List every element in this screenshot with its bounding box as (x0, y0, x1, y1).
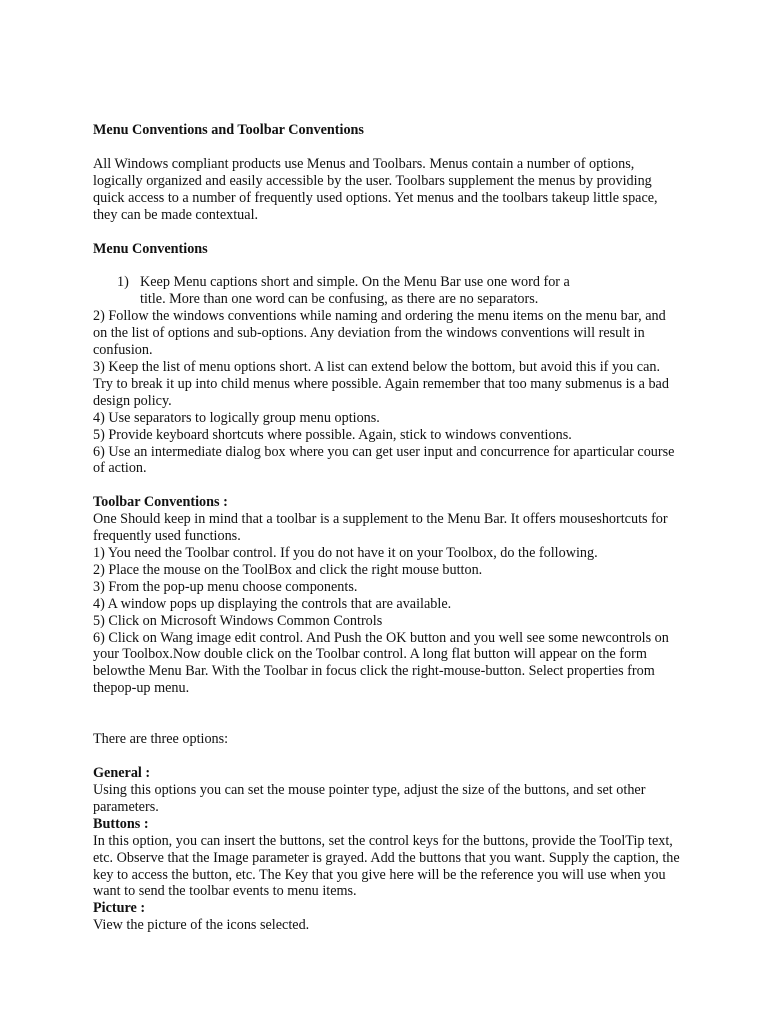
three-options-text: There are three options: (93, 731, 229, 748)
menu-item-5: 5) Provide keyboard shortcuts where possible. Again, stick to windows conventions. (93, 426, 572, 443)
menu-conventions-heading: Menu Conventions (93, 240, 208, 257)
toolbar-item-1: 1) You need the Toolbar control. If you do not have it on your Toolbox, do the following. (93, 545, 598, 562)
menu-item-1-line-2: title. More than one word can be confusing, as there are no separators. (140, 291, 539, 308)
toolbar-item-2: 2) Place the mouse on the ToolBox and click the right mouse button. (93, 561, 483, 578)
menu-item-1-line-1: Keep Menu captions short and simple. On the Menu Bar use one word for a (140, 274, 570, 291)
document-body (93, 122, 683, 934)
menu-item-6: 6) Use an intermediate dialog box where you can get user input and concurrence for aparticular course of action. (93, 443, 675, 477)
toolbar-conventions-heading: Toolbar Conventions : (93, 494, 228, 511)
toolbar-item-4: 4) A window pops up displaying the controls that are available. (93, 595, 452, 612)
toolbar-item-3: 3) From the pop-up menu choose components. (93, 578, 358, 595)
menu-item-4: 4) Use separators to logically group menu options. (93, 409, 380, 426)
menu-item-1-number: 1) (117, 274, 129, 291)
buttons-text: In this option, you can insert the buttons, set the control keys for the buttons, provide the ToolTip text, etc. Observe that the Image parameter is grayed. Add the buttons that you want. Supply the caption, the key to access the button, etc. The Key that you give here will be the reference you will use when you want to send the toolbar events to menu items. (93, 832, 680, 900)
general-heading: General : (93, 765, 151, 782)
menu-item-1 (93, 274, 683, 308)
toolbar-item-6: 6) Click on Wang image edit control. And Push the OK button and you well see some newcontrols on your Toolbox.Now double click on the Toolbar control. A long flat button will appear on the form belowthe Menu Bar. With the Toolbar in focus click the right-mouse-button. Select properties from thepop-up menu. (93, 629, 669, 697)
buttons-heading: Buttons : (93, 815, 149, 832)
menu-item-2: 2) Follow the windows conventions while naming and ordering the menu items on the menu bar, and on the list of options and sub-options. Any deviation from the windows conventions will result in confusion. (93, 308, 666, 359)
menu-item-3: 3) Keep the list of menu options short. A list can extend below the bottom, but avoid this if you can. Try to break it up into child menus where possible. Again remember that too many submenus is a bad design policy. (93, 358, 669, 409)
intro-paragraph: All Windows compliant products use Menus and Toolbars. Menus contain a number of options, logically organized and easily accessible by the user. Toolbars supplement the menus by providing quick access to a number of frequently used options. Yet menus and the toolbars takeup little space, they can be made contextual. (93, 155, 658, 223)
general-text: Using this options you can set the mouse pointer type, adjust the size of the buttons, and set other parameters. (93, 782, 646, 815)
picture-heading: Picture : (93, 900, 146, 917)
picture-text: View the picture of the icons selected. (93, 917, 310, 934)
document-title: Menu Conventions and Toolbar Conventions (93, 122, 364, 138)
toolbar-intro: One Should keep in mind that a toolbar is a supplement to the Menu Bar. It offers mouseshortcuts for frequently used functions. (93, 511, 668, 545)
toolbar-item-5: 5) Click on Microsoft Windows Common Controls (93, 612, 383, 629)
